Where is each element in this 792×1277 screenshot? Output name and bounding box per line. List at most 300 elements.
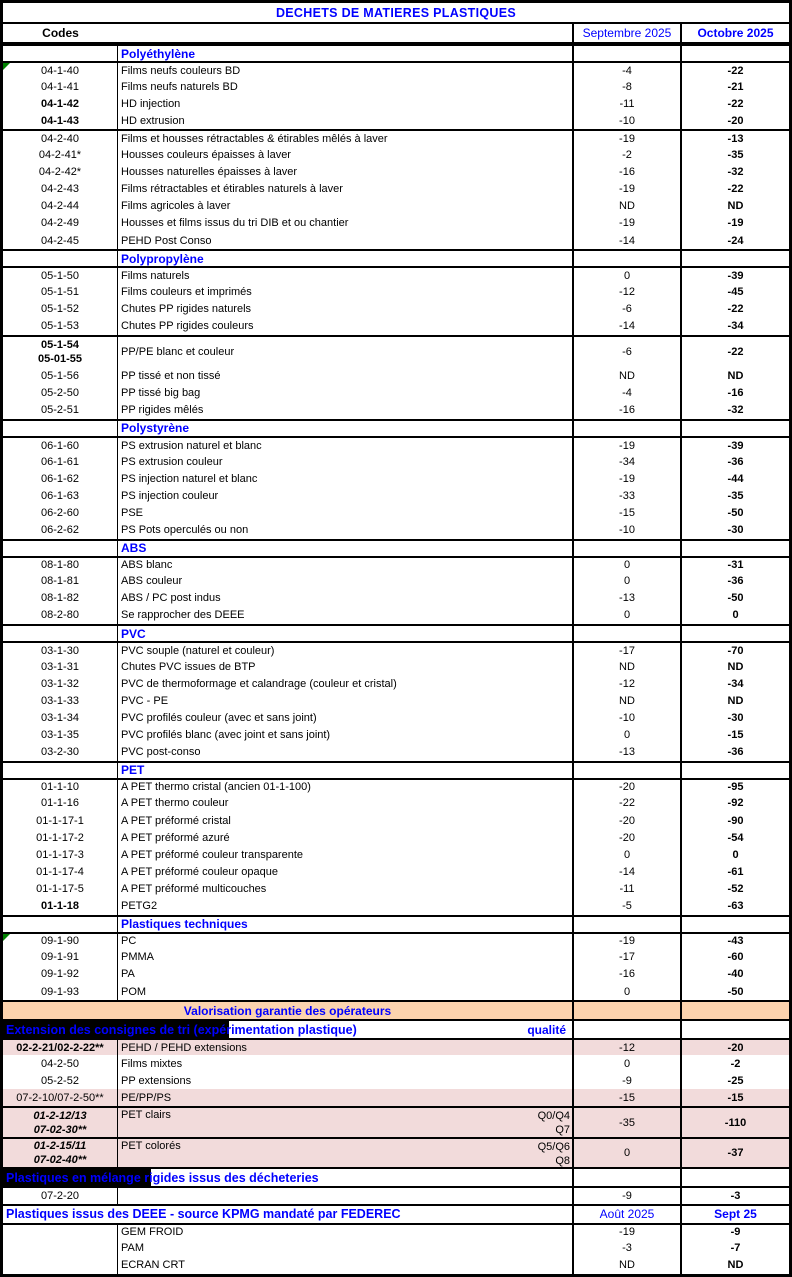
label-cell: PSE (118, 504, 574, 521)
october-value-cell: -2 (730, 1057, 741, 1070)
october-value-cell (682, 917, 789, 932)
table-row (3, 966, 789, 983)
code-cell: 06-1-60 (3, 438, 118, 453)
october-value-cell: ND (727, 370, 744, 383)
september-value-cell: ND (574, 692, 682, 709)
october-value-cell: -92 (727, 797, 744, 810)
september-value-cell: -19 (574, 934, 682, 949)
september-value-cell: ND (574, 198, 682, 215)
october-value-cell: -36 (727, 455, 744, 468)
table-row (3, 318, 789, 335)
table-title-row (3, 3, 789, 24)
october-value-cell: -13 (727, 133, 744, 146)
september-value-cell (574, 626, 682, 641)
september-value-cell: -8 (574, 78, 682, 95)
code-cell: 08-1-80 (3, 558, 118, 573)
october-value-cell: ND (727, 200, 744, 213)
code-cell: 08-2-80 (3, 607, 118, 624)
code-cell: 03-1-31 (3, 658, 118, 675)
table-row (3, 1137, 789, 1167)
label-cell: Films agricoles à laver (118, 198, 574, 215)
comment-marker-icon (3, 63, 10, 70)
code-cell (3, 1139, 118, 1167)
label-cell: Se rapprocher des DEEE (118, 607, 574, 624)
september-value-cell: -19 (574, 215, 682, 232)
table-row (3, 590, 789, 607)
code-cell (3, 917, 118, 932)
section-header-row (3, 249, 789, 266)
october-value-cell (682, 421, 789, 436)
label-cell: A PET préformé couleur opaque (118, 863, 574, 880)
september-value-cell: ND (574, 658, 682, 675)
september-value-cell: -4 (574, 63, 682, 78)
column-header-codes (3, 24, 574, 42)
section-header-row (3, 761, 789, 778)
section-title: Plastiques en mélange rigides issus des décheteries (6, 1170, 319, 1185)
code-cell (3, 251, 118, 266)
table-row (3, 300, 789, 317)
label-text: PET clairs (121, 1109, 171, 1122)
merged-label-cell (3, 1021, 574, 1038)
code-cell: 08-1-82 (3, 590, 118, 607)
september-value-cell: -6 (574, 337, 682, 368)
september-value-cell: 0 (574, 558, 682, 573)
code-cell: 09-1-93 (3, 983, 118, 1000)
september-value-cell: -19 (574, 131, 682, 146)
october-value-cell: -19 (727, 217, 744, 230)
october-value-cell: -15 (727, 729, 744, 742)
code-cell: 08-1-81 (3, 573, 118, 590)
column-header-october: Octobre 2025 (697, 26, 774, 40)
label-cell: PVC de thermoformage et calandrage (couleur et cristal) (118, 675, 574, 692)
october-value-cell: -61 (727, 865, 744, 878)
september-value-cell: -11 (574, 95, 682, 112)
code-cell: 05-1-52 (3, 300, 118, 317)
code-cell: 04-2-45 (3, 232, 118, 249)
label-cell: Polypropylène (118, 251, 574, 266)
september-value-cell (574, 917, 682, 932)
table-row (3, 402, 789, 419)
october-value-cell (682, 1021, 789, 1038)
october-value-cell: -110 (682, 1108, 789, 1137)
label-cell: PET (118, 763, 574, 778)
table-row (3, 898, 789, 915)
september-value-cell: -16 (574, 164, 682, 181)
october-value-cell: -30 (727, 523, 744, 536)
october-value-cell: -22 (727, 64, 744, 77)
table-row (3, 949, 789, 966)
october-header-cell: Sept 25 (714, 1207, 757, 1222)
section-title: Plastiques issus des DEEE - source KPMG mandaté par FEDEREC (6, 1207, 401, 1222)
october-value-cell: -7 (730, 1242, 741, 1255)
october-value-cell: -22 (727, 302, 744, 315)
table-row (3, 266, 789, 283)
code-line: 07-02-40** (33, 1154, 87, 1167)
code-cell: 09-1-90 (3, 934, 118, 949)
october-value-cell: -54 (727, 831, 744, 844)
label-cell: PVC (118, 626, 574, 641)
table-row (3, 778, 789, 795)
september-value-cell: ND (574, 1257, 682, 1274)
table-row (3, 983, 789, 1000)
october-value-cell: -36 (727, 575, 744, 588)
merged-label-cell (3, 1169, 574, 1186)
september-value-cell (574, 1169, 682, 1186)
label-cell: Films et housses rétractables & étirables mêlés à laver (118, 131, 574, 146)
label-cell: Polyéthylène (118, 46, 574, 61)
october-value-cell: -22 (727, 346, 744, 359)
label-cell: PEHD Post Conso (118, 232, 574, 249)
october-value-cell: -35 (727, 149, 744, 162)
september-value-cell: -4 (574, 385, 682, 402)
october-value-cell: -25 (727, 1074, 744, 1087)
table-row (3, 744, 789, 761)
september-value-cell: -19 (574, 1225, 682, 1240)
october-value-cell: -50 (727, 985, 744, 998)
september-value-cell: -15 (574, 1089, 682, 1106)
september-value-cell: 0 (574, 1055, 682, 1072)
code-cell: 05-2-52 (3, 1072, 118, 1089)
label-cell: PS Pots operculés ou non (118, 521, 574, 538)
table-row (3, 215, 789, 232)
october-value-cell: -22 (727, 97, 744, 110)
october-value-cell (682, 763, 789, 778)
code-cell: 06-2-62 (3, 521, 118, 538)
label-cell: Chutes PP rigides naturels (118, 300, 574, 317)
table-row (3, 829, 789, 846)
table-row (3, 147, 789, 164)
label-cell: A PET préformé cristal (118, 812, 574, 829)
table-row (3, 129, 789, 146)
october-value-cell: -50 (727, 592, 744, 605)
table-row (3, 487, 789, 504)
table-row (3, 504, 789, 521)
table-row (3, 727, 789, 744)
september-value-cell: ND (574, 368, 682, 385)
code-cell: 04-1-42 (3, 95, 118, 112)
table-row (3, 1223, 789, 1240)
label-cell: PE/PP/PS (118, 1089, 574, 1106)
code-cell: 03-1-32 (3, 675, 118, 692)
october-value-cell: -35 (727, 489, 744, 502)
code-cell: 03-1-33 (3, 692, 118, 709)
code-cell: 03-2-30 (3, 744, 118, 761)
september-value-cell: -13 (574, 744, 682, 761)
codes-header-label: Codes (42, 26, 79, 40)
september-value-cell: 0 (574, 1139, 682, 1167)
code-cell: 01-1-17-4 (3, 863, 118, 880)
comment-marker-icon (3, 934, 10, 941)
label-cell: PC (118, 934, 574, 949)
october-value-cell (682, 1169, 789, 1186)
table-row (3, 1072, 789, 1089)
september-value-cell: 0 (574, 607, 682, 624)
october-value-cell: -37 (682, 1139, 789, 1167)
label-cell: Films neufs naturels BD (118, 78, 574, 95)
label-cell: HD extrusion (118, 112, 574, 129)
label-text: PET colorés (121, 1140, 181, 1153)
october-value-cell: -45 (727, 285, 744, 298)
october-value-cell: -95 (727, 781, 744, 794)
september-value-cell: -15 (574, 504, 682, 521)
extension-header-row (3, 1167, 789, 1186)
october-value-cell: -34 (727, 320, 744, 333)
label-cell: PMMA (118, 949, 574, 966)
label-cell: Films couleurs et imprimés (118, 283, 574, 300)
code-cell (3, 626, 118, 641)
table-row (3, 335, 789, 368)
label-cell: ABS couleur (118, 573, 574, 590)
label-cell: A PET préformé multicouches (118, 880, 574, 897)
code-cell: 09-1-92 (3, 966, 118, 983)
column-header-row (3, 24, 789, 44)
october-value-cell (682, 46, 789, 61)
code-cell: 05-1-53 (3, 318, 118, 335)
october-value-cell: 0 (732, 609, 739, 622)
quality-grade: Q7 (555, 1124, 570, 1137)
code-cell (3, 337, 118, 368)
label-cell: Chutes PVC issues de BTP (118, 658, 574, 675)
table-title: DECHETS DE MATIERES PLASTIQUES (275, 5, 517, 20)
label-cell: PP rigides mêlés (118, 402, 574, 419)
code-cell: 06-1-61 (3, 453, 118, 470)
label-cell: PS injection naturel et blanc (118, 470, 574, 487)
september-value-cell (574, 421, 682, 436)
label-cell: PA (118, 966, 574, 983)
table-row (3, 573, 789, 590)
september-value-cell: -10 (574, 521, 682, 538)
october-value-cell: -15 (682, 1089, 789, 1106)
september-value-cell: 0 (574, 983, 682, 1000)
code-cell: 04-2-43 (3, 181, 118, 198)
october-value-cell (682, 251, 789, 266)
code-line: 05-01-55 (37, 353, 83, 366)
label-cell: PVC souple (naturel et couleur) (118, 643, 574, 658)
table-row (3, 385, 789, 402)
code-cell: 09-1-91 (3, 949, 118, 966)
section-header-row (3, 915, 789, 932)
code-cell: 01-1-16 (3, 795, 118, 812)
september-value-cell: -10 (574, 112, 682, 129)
october-value-cell: -20 (682, 1040, 789, 1055)
section-header-row (3, 44, 789, 61)
label-cell: PP/PE blanc et couleur (118, 337, 574, 368)
october-value-cell (682, 541, 789, 556)
deee-header-row (3, 1204, 789, 1223)
code-cell: 06-2-60 (3, 504, 118, 521)
october-value-cell: -90 (727, 814, 744, 827)
code-cell: 04-2-50 (3, 1055, 118, 1072)
code-cell: 04-2-44 (3, 198, 118, 215)
label-cell: Housses et films issus du tri DIB et ou chantier (118, 215, 574, 232)
october-value-cell: -24 (727, 234, 744, 247)
table-row (3, 1257, 789, 1274)
label-cell: Housses couleurs épaisses à laver (118, 147, 574, 164)
code-cell: 04-2-49 (3, 215, 118, 232)
september-value-cell (574, 1002, 682, 1019)
quality-grade: Q0/Q4 (537, 1110, 570, 1123)
october-value-cell: -50 (727, 506, 744, 519)
september-value-cell: -34 (574, 453, 682, 470)
table-row (3, 880, 789, 897)
code-cell: 03-1-30 (3, 643, 118, 658)
code-cell: 06-1-63 (3, 487, 118, 504)
table-row (3, 181, 789, 198)
september-value-cell: -9 (574, 1072, 682, 1089)
label-cell: ECRAN CRT (118, 1257, 574, 1274)
label-cell: PEHD / PEHD extensions (118, 1040, 574, 1055)
table-row (3, 795, 789, 812)
october-value-cell: -20 (727, 114, 744, 127)
code-cell: 04-1-40 (3, 63, 118, 78)
code-cell (3, 1108, 118, 1137)
label-cell: PVC profilés blanc (avec joint et sans joint) (118, 727, 574, 744)
table-row (3, 932, 789, 949)
october-value-cell: ND (727, 1259, 744, 1272)
code-line: 01-2-15/11 (33, 1140, 87, 1153)
september-value-cell: -19 (574, 438, 682, 453)
september-value-cell: 0 (574, 727, 682, 744)
table-row (3, 61, 789, 78)
quality-grade: Q5/Q6 (537, 1141, 570, 1154)
quality-grades (538, 1139, 572, 1167)
september-value-cell (574, 46, 682, 61)
september-value-cell: -12 (574, 283, 682, 300)
code-cell: 01-1-17-2 (3, 829, 118, 846)
code-cell: 01-1-17-3 (3, 846, 118, 863)
september-value-cell: -35 (574, 1108, 682, 1137)
september-value-cell: -17 (574, 949, 682, 966)
october-value-cell: -36 (727, 746, 744, 759)
code-cell: 05-2-51 (3, 402, 118, 419)
label-cell: PS injection couleur (118, 487, 574, 504)
extension-header-row (3, 1019, 789, 1038)
october-value-cell: -9 (730, 1226, 741, 1239)
code-cell: 06-1-62 (3, 470, 118, 487)
code-cell: 03-1-35 (3, 727, 118, 744)
october-value-cell: -44 (727, 472, 744, 485)
code-cell: 04-2-40 (3, 131, 118, 146)
label-cell: GEM FROID (118, 1225, 574, 1240)
label-cell: A PET préformé azuré (118, 829, 574, 846)
table-row (3, 283, 789, 300)
table-row (3, 1055, 789, 1072)
table-row (3, 1106, 789, 1137)
table-row (3, 470, 789, 487)
label-cell: Chutes PP rigides couleurs (118, 318, 574, 335)
september-value-cell: -16 (574, 402, 682, 419)
code-cell: 01-1-10 (3, 780, 118, 795)
october-value-cell: -39 (727, 269, 744, 282)
table-row (3, 1240, 789, 1257)
october-value-cell: -40 (727, 968, 744, 981)
label-cell: A PET préformé couleur transparente (118, 846, 574, 863)
label-cell: Films neufs couleurs BD (118, 63, 574, 78)
label-wrap (121, 1139, 572, 1167)
code-cell: 01-1-17-1 (3, 812, 118, 829)
september-value-cell: -10 (574, 709, 682, 726)
table-row (3, 198, 789, 215)
label-cell: PS extrusion naturel et blanc (118, 438, 574, 453)
column-header-september: Septembre 2025 (574, 24, 682, 42)
code-line: 01-2-12/13 (33, 1109, 87, 1122)
valorisation-band-row (3, 1000, 789, 1019)
label-cell: A PET thermo couleur (118, 795, 574, 812)
october-value-cell: -30 (727, 712, 744, 725)
code-cell (3, 1240, 118, 1257)
table-row (3, 164, 789, 181)
table-rows (3, 44, 789, 1274)
code-cell: 04-2-42* (3, 164, 118, 181)
september-value-cell: -9 (574, 1188, 682, 1203)
label-cell: PP tissé et non tissé (118, 368, 574, 385)
merged-label-cell (3, 1206, 574, 1223)
label-cell: A PET thermo cristal (ancien 01-1-100) (118, 780, 574, 795)
code-cell (3, 1257, 118, 1274)
table-row (3, 453, 789, 470)
label-cell: ABS (118, 541, 574, 556)
october-value-cell: -63 (727, 900, 744, 913)
table-row (3, 556, 789, 573)
section-header-row (3, 624, 789, 641)
label-cell: Films naturels (118, 268, 574, 283)
september-value-cell (574, 251, 682, 266)
code-cell: 07-2-10/07-2-50** (3, 1089, 118, 1106)
code-cell: 03-1-34 (3, 709, 118, 726)
september-value-cell: -19 (574, 181, 682, 198)
table-row (3, 675, 789, 692)
september-value-cell: -20 (574, 812, 682, 829)
september-value-cell: -3 (574, 1240, 682, 1257)
september-value-cell (574, 541, 682, 556)
section-header-row (3, 539, 789, 556)
label-cell: ABS blanc (118, 558, 574, 573)
table-row (3, 812, 789, 829)
october-value-cell (682, 1002, 789, 1019)
october-value-cell: -31 (727, 559, 744, 572)
october-value-cell: -39 (727, 439, 744, 452)
table-row (3, 436, 789, 453)
label-cell: ABS / PC post indus (118, 590, 574, 607)
label-cell: PS extrusion couleur (118, 453, 574, 470)
september-header-cell: Août 2025 (574, 1206, 682, 1223)
table-row (3, 1186, 789, 1203)
table-row (3, 641, 789, 658)
october-value-cell: 0 (732, 848, 739, 861)
code-cell: 05-1-56 (3, 368, 118, 385)
september-value-cell: -14 (574, 863, 682, 880)
code-cell: 01-1-17-5 (3, 880, 118, 897)
label-cell (118, 1108, 574, 1137)
september-value-cell: -11 (574, 880, 682, 897)
table-row (3, 112, 789, 129)
label-cell: HD injection (118, 95, 574, 112)
september-value-cell: -19 (574, 470, 682, 487)
table-row (3, 709, 789, 726)
table-row (3, 692, 789, 709)
october-value-cell: -43 (727, 935, 744, 948)
code-cell: 05-2-50 (3, 385, 118, 402)
september-value-cell: -2 (574, 147, 682, 164)
code-cell: 05-1-50 (3, 268, 118, 283)
label-cell: Films mixtes (118, 1055, 574, 1072)
october-value-cell (682, 626, 789, 641)
october-value-cell: -32 (727, 166, 744, 179)
september-value-cell: -6 (574, 300, 682, 317)
code-cell: 04-2-41* (3, 147, 118, 164)
label-cell: PVC profilés couleur (avec et sans joint) (118, 709, 574, 726)
table-row (3, 368, 789, 385)
